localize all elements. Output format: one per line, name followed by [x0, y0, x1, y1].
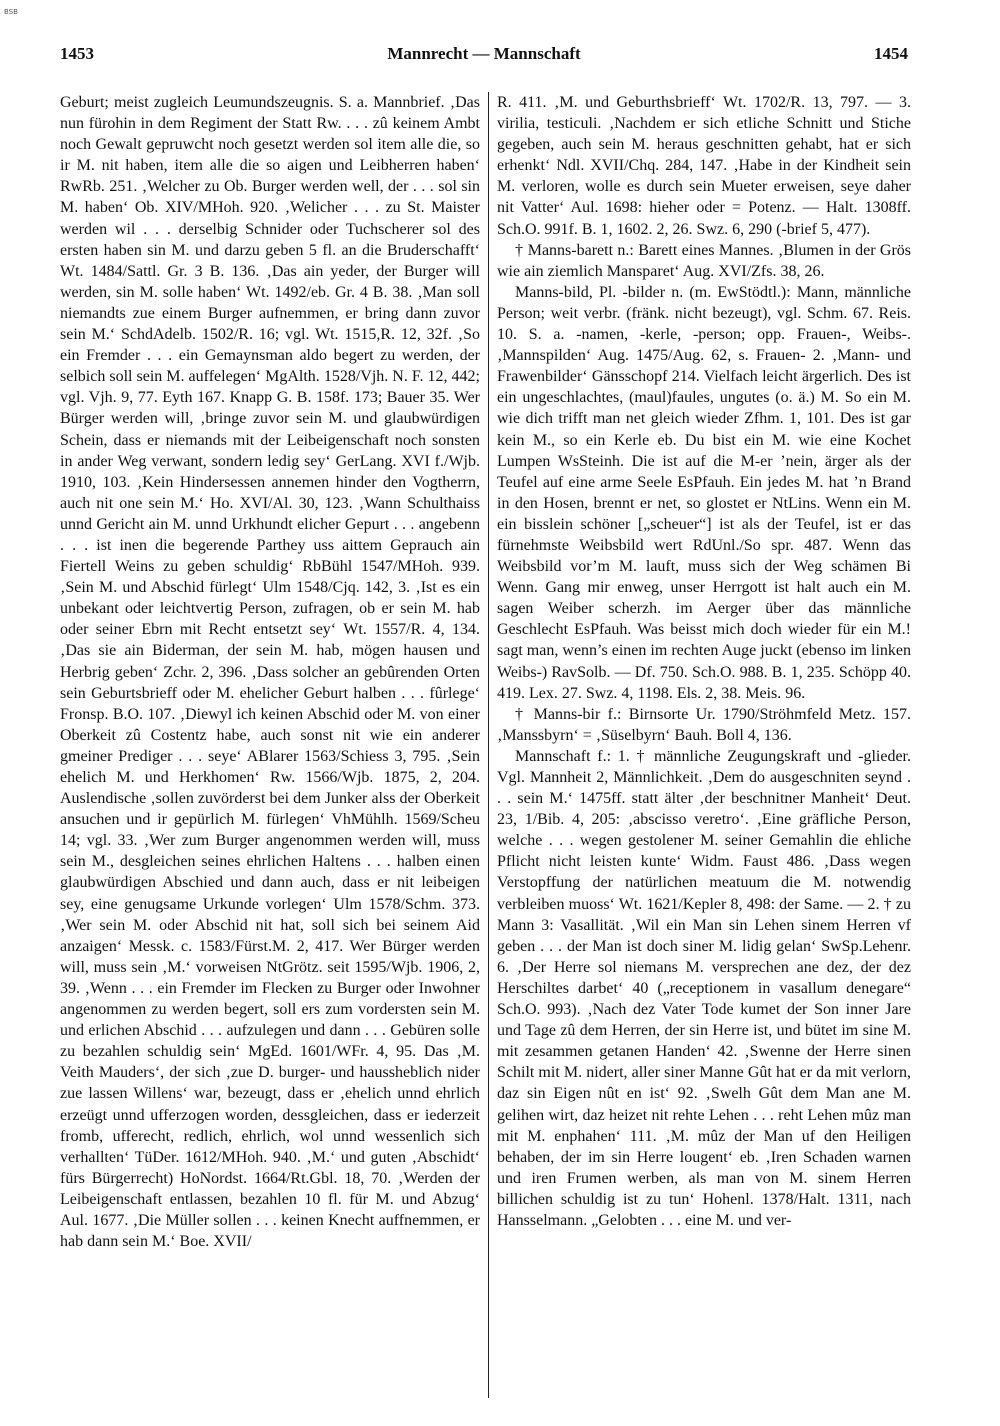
entry-manns-bir: † Manns-bir f.: Birnsorte Ur. 1790/Ströhmfeld Metz. 157. ‚Manssbyrn‘ = ‚Süselbyrn‘ Bauh. Boll 4, 136.: [497, 705, 911, 744]
paragraph: Geburt; meist zugleich Leumundszeugnis. S. a. Mannbrief. ‚Das nun fürohin in dem Regiment der Statt Rw. . . . zû keinem Ambt noch Gewalt gepruwcht noch gesetzt werden sol item alle die, so ir M. nit haben, item alle die so aigen und Leibherren haben‘ RwRb. 251. ‚Welcher zu Ob. Burger werden well, der . . . sol sin M. haben‘ Ob. XIV/MHoh. 920. ‚Welicher . . . zu St. Maister werden wil . . . derselbig Schnider oder Tuchscherer sol des ersten haben sin M. und darzu geben 5 fl. an die Bruderschafft‘ Wt. 1484/Sattl. Gr. 3 B. 136. ‚Das ain yeder, der Burger will werden, sin M. solle haben‘ Wt. 1492/eb. Gr. 4 B. 38. ‚Man soll niemandts zue einem Burger aufnemmen, er bring dann zuvor sein M.‘ SchdAdelb. 1502/R. 16; vgl. Wt. 1515,R. 12, 32f. ‚So ein Fremder . . . ein Gemaynsman aldo begert zu werden, der selbich soll sein M. auffelegen‘ MgAlth. 1528/Vjh. N. F. 12, 442; vgl. Vjh. 9, 77. Eyth 167. Knapp G. B. 158f. 173; Bauer 35. Wer Bürger werden will, ‚bringe zuvor sein M. und glaubwürdigen Schein, dass er niemands mit der Leibeigenschaft noch sonsten in ander Weg verwant, sondern ledig sey‘ GerLang. XVI f./Wjb. 1910, 103. ‚Kein Hindersessen annemen hinder den Vogtherrn, auch nit one sein M.‘ Ho. XVI/Al. 30, 123. ‚Wann Schulthaiss unnd Gericht ain M. unnd Urkhundt elicher Gepurt . . . angebenn . . . ist inen die begerende Parthey uss aittem Geprauch ain Fiertell Weins zu geben schuldig‘ RbBühl 1547/MHoh. 939. ‚Sein M. und Abschid fürlegt‘ Ulm 1548/Cjq. 142, 3. ‚Ist es ein unbekant oder leichtvertig Person, zufragen, ob er sein M. hab oder seiner Ebrn mit Recht entsetzt sey‘ Wt. 1557/R. 4, 134. ‚Das sie ain Biderman, der sein M. hab, mögen hausen und Herbrig geben‘ Zchr. 2, 396. ‚Dass solcher an gebûrenden Orten sein Geburtsbrieff oder M. ehelicher Geburt halben . . . fûrlege‘ Fronsp. B.O. 107. ‚Diewyl ich keinen Abschid oder M. von einer Oberkeit zû Costentz habe, auch sonst nit wie ein anderer gmeiner Prediger . . . seye‘ ABlarer 1563/Schiess 3, 795. ‚Sein ehelich M. und Herkhomen‘ Rw. 1566/Wjb. 1875, 2, 204. Auslendische ‚sollen zuvörderst bei dem Junker alss der Oberkeit ansuchen und ir gepürlich M. fürlegen‘ VhMühlh. 1569/Scheu 14; vgl. 33. ‚Wer zum Burger angenommen werden will, muss sein M., desgleichen seines ehrlichen Haltens . . . halben einen glaubwürdigen Abschied und dann auch, dass er nit leibeigen sey, eine genugsame Urkunde vorlegen‘ Ulm 1578/Schm. 373. ‚Wer sein M. oder Abschid nit hat, soll sich bei seinem Aid anzaigen‘ Messk. c. 1583/Fürst.M. 2, 417. Wer Bürger werden will, muss sein ‚M.‘ vorweisen NtGrötz. seit 1595/Wjb. 1906, 2, 39. ‚Wenn . . . ein Fremder im Flecken zu Burger oder Inwohner angenommen zu werden begert, soll ers zum vordersten sein M. und erlichen Abschid . . . aufzulegen und dann . . . Gebüren solle zu bezahlen schuldig sein‘ MgEd. 1601/WFr. 4, 95. Das ‚M. Veith Mauders‘, der sich ‚zue D. burger- und haussheblich nider zue lassen Willens‘ war, bezeugt, dass er ‚ehelich unnd ehrlich erzeügt unnd ufferzogen worden, dessgleichen, dass er iederzeit fromb, ufferecht, redlich, ehrlich, wol unnd wessenlich sich verhallten‘ TüDer. 1612/MHoh. 940. ‚M.‘ und guten ‚Abschidt‘ fürs Bürgerrecht) HoNordst. 1664/Rt.Gbl. 18, 70. ‚Werden der Leibeigenschaft entlassen, bezahlen 10 fl. für M. und Abzug‘ Aul. 1677. ‚Die Müller sollen . . . keinen Knecht auffnemmen, er hab dann sein M.‘ Boe. XVII/: [60, 94, 480, 1251]
page-number-left: 1453: [60, 44, 94, 63]
column-divider: [488, 92, 489, 1398]
page-number-right: 1454: [874, 44, 908, 63]
entry-manns-barett: † Manns-barett n.: Barett eines Mannes. ‚Blumen in der Grös wie ain ziemlich Mansparet‘ Aug. XVI/Zfs. 38, 26.: [497, 241, 911, 280]
paragraph: R. 411. ‚M. und Geburthsbrieff‘ Wt. 1702/R. 13, 797. — 3. virilia, testiculi. ‚Nachdem er sich etliche Schnitt und Stiche gegeben, auch sein M. heraus geschnitten gehabt, hat er sich erhenkt‘ Ndl. XVII/Chq. 284, 147. ‚Habe in der Kindheit sein M. verloren, wolle es durch sein Mueter erweisen, seye daher nit Vatter‘ Aul. 1698: hieher oder = Potenz. — Halt. 1308ff. Sch.O. 991f. B. 1, 1602. 2, 26. Swz. 6, 290 (-brief 5, 477).: [497, 94, 911, 238]
library-stamp: BSB: [4, 8, 18, 16]
entry-mannschaft: Mannschaft f.: 1. † männliche Zeugungskraft und -glieder. Vgl. Mannheit 2, Männlichkeit. ‚Dem do ausgeschniten seynd . . . sein M.‘ 1475ff. statt älter ‚der beschnitner Manheit‘ Deut. 23, 1/Bib. 4, 205: ‚abscisso veretro‘. ‚Eine gräfliche Person, welche . . . wegen gestolener M. seiner Gemahlin die ehliche Pflicht nicht leisten kunte‘ Widm. Faust 486. ‚Dass wegen Verstopffung der natürlichen meatuum die M. notwendig verbleiben muoss‘ Wt. 1621/Kepler 8, 498: der Same. — 2. † zu Mann 3: Vasallität. ‚Wil ein Man sin Lehen sinem Herren vf geben . . . der Man ist doch siner M. lidig gelan‘ SwSp.Lehenr. 6. ‚Der Herre sol niemans M. versprechen ane dez, der dez Herschiltes darbet‘ 40 („receptionem in vasallum denegare“ Sch.O. 993). ‚Nach dez Vater Tode kumet der Son inner Jare und Tage zû dem Herren, der sin Herre ist, und bütet im sine M. mit zesammen getanen Handen‘ 42. ‚Swenne der Herre sinen Schilt mit M. nidert, aller siner Manne Gût hat er da mit verlorn, daz sin Eigen nût en ist‘ 92. ‚Swelh Gût dem Man ane M. gelihen wirt, daz heizet nit rehte Lehen . . . reht Lehen mûz man mit M. enphahen‘ 111. ‚M. mûz der Man uf den Heiligen behaben, der im sin Herre lougent‘ eb. ‚Iren Schaden warnen und iren Frumen werben, als man von M. sinem Herren billichen schuldig ist zu tun‘ Hohenl. 1378/Halt. 1311, nach Hansselmann. „Gelobten . . . eine M. und ver-: [497, 747, 911, 1229]
right-column: [497, 92, 911, 1402]
left-column: [60, 92, 480, 1402]
running-title: Mannrecht — Mannschaft: [387, 44, 581, 63]
entry-manns-bild: Manns-bild, Pl. -bilder n. (m. EwStödtl.): Mann, männliche Person; weit verbr. (fränk. nicht bezeugt), vgl. Schm. 67. Reis. 10. S. a. -namen, -kerle, -person; opp. Frauen-, Weibs-. ‚Mannspilden‘ Aug. 1475/Aug. 62, s. Frauen- 2. ‚Mann- und Frawenbilder‘ Gänsschopf 214. Vielfach leicht ärgerlich. Des ist ein ungeschlachtes, (maul)faules, ungutes (o. ä.) M. So ein M. wie dich trifft man net gleich wieder Zfhm. 1, 101. Des ist gar kein M., so ein Kerle eb. Du bist ein M. wie eine Kochet Lumpen WsSteinh. Die ist auf die M-er ’nein, ärger als der Teufel auf eine arme Seele EsPfauh. Ein jedes M. hat ’n Brand in den Hosen, brennt er net, so glostet er NtLins. Wenn ein M. ein bisslein schöner [„scheuer“] ist als der Teufel, ist er das fürnehmste Weibsbild wert RdUnl./So spr. 487. Wenn das Weibsbild vor’m M. lauft, muss sich der Weg schämen Bi Wenn. Gang mir enweg, unser Herrgott ist halt auch ein M. sagen Weiber scherzh. im Aerger über das männliche Geschlecht EsPfauh. Was beisst mich doch wieder für ein M.! sagt man, wenn’s einen im rechten Auge juckt (ebenso im linken Weibs-) RavSolb. — Df. 750. Sch.O. 988. B. 1, 235. Schöpp 40. 419. Lex. 27. Swz. 4, 1198. Els. 2, 38. Meis. 96.: [497, 283, 911, 702]
running-header: [60, 44, 908, 66]
